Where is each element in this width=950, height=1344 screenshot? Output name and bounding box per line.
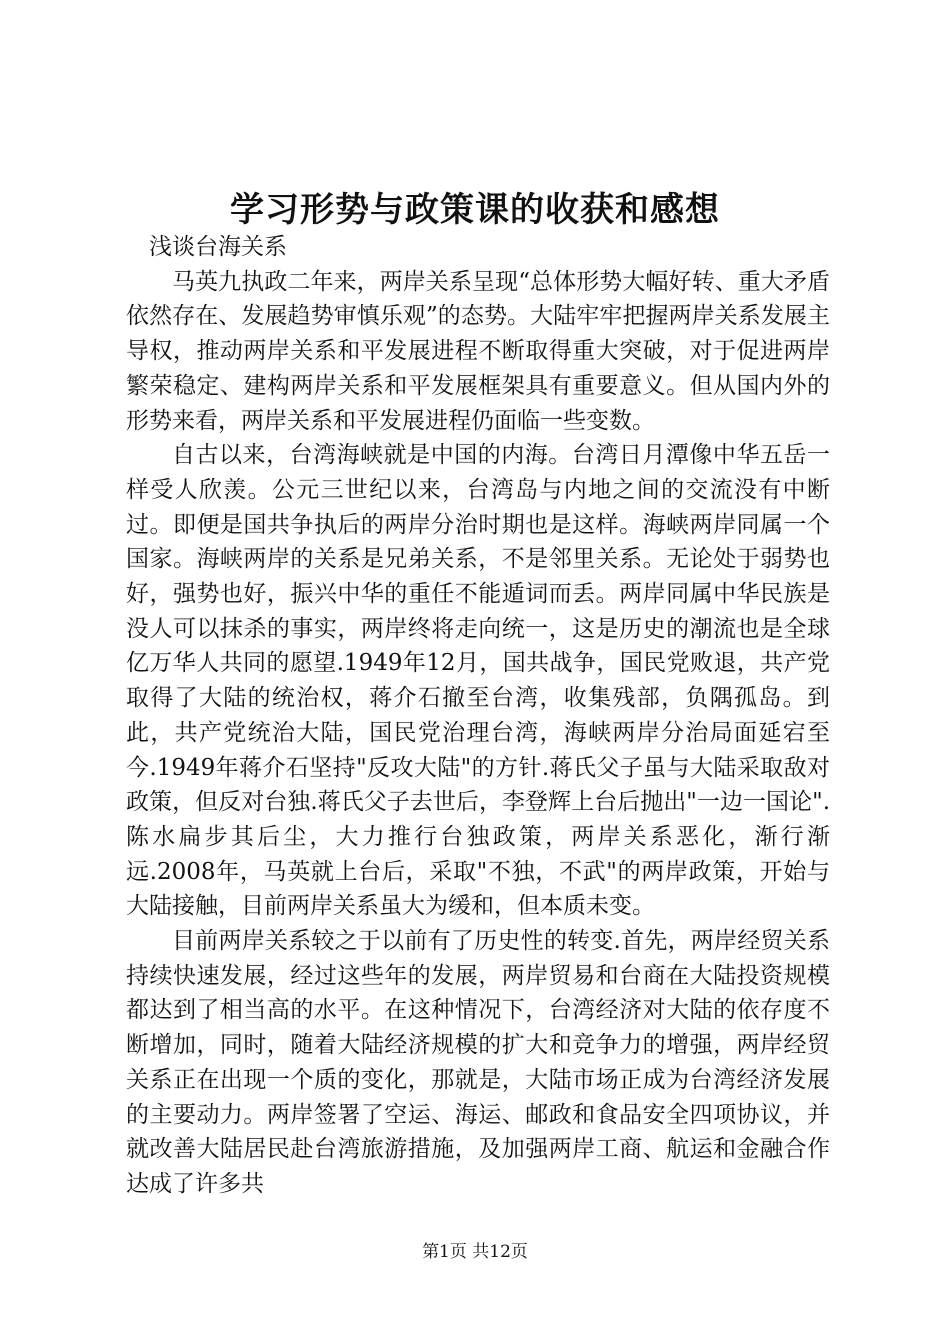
paragraph-3: 目前两岸关系较之于以前有了历史性的转变.首先，两岸经贸关系持续快速发展，经过这些年的发展，两岸贸易和台商在大陆投资规模都达到了相当高的水平。在这种情况下，台湾经济对大陆的依存度不断增加，同时，随着大陆经济规模的扩大和竞争力的增强，两岸经贸关系正在出现一个质的变化，那就是，大陆市场正成为台湾经济发展的主要动力。两岸签署了空运、海运、邮政和食品安全四项协议，并就改善大陆居民赴台湾旅游措施，及加强两岸工商、航运和金融合作达成了许多共: [126, 928, 830, 1197]
document-subtitle: 浅谈台海关系: [149, 234, 287, 260]
paragraph-2: 自古以来，台湾海峡就是中国的内海。台湾日月潭像中华五岳一样受人欣羡。公元三世纪以来，台湾岛与内地之间的交流没有中断过。即便是国共争执后的两岸分治时期也是这样。海峡两岸同属一个国家。海峡两岸的关系是兄弟关系，不是邻里关系。无论处于弱势也好，强势也好，振兴中华的重任不能遁词而丢。两岸同属中华民族是没人可以抹杀的事实，两岸终将走向统一，这是历史的潮流也是全球亿万华人共同的愿望.1949年12月，国共战争，国民党败退，共产党取得了大陆的统治权，蒋介石撤至台湾，收集残部，负隅孤岛。到此，共产党统治大陆，国民党治理台湾，海峡两岸分治局面延宕至今.1949年蒋介石坚持"反攻大陆"的方针.蒋氏父子虽与大陆采取敌对政策，但反对台独.蒋氏父子去世后，李登辉上台后抛出"一边一国论".陈水扁步其后尘，大力推行台独政策，两岸关系恶化，渐行渐远.2008年，马英就上台后，采取"不独，不武"的两岸政策，开始与大陆接触，目前两岸关系虽大为缓和，但本质未变。: [126, 442, 830, 920]
document-body: [126, 230, 830, 1202]
paragraph-1: 马英九执政二年来，两岸关系呈现“总体形势大幅好转、重大矛盾依然存在、发展趋势审慎乐观”的态势。大陆牢牢把握两岸关系发展主导权，推动两岸关系和平发展进程不断取得重大突破，对于促进两岸繁荣稳定、建构两岸关系和平发展框架具有重要意义。但从国内外的形势来看，两岸关系和平发展进程仍面临一些变数。: [126, 268, 830, 434]
document-title: 学习形势与政策课的收获和感想: [230, 190, 720, 230]
page-footer: 第1页 共12页: [422, 1242, 528, 1262]
